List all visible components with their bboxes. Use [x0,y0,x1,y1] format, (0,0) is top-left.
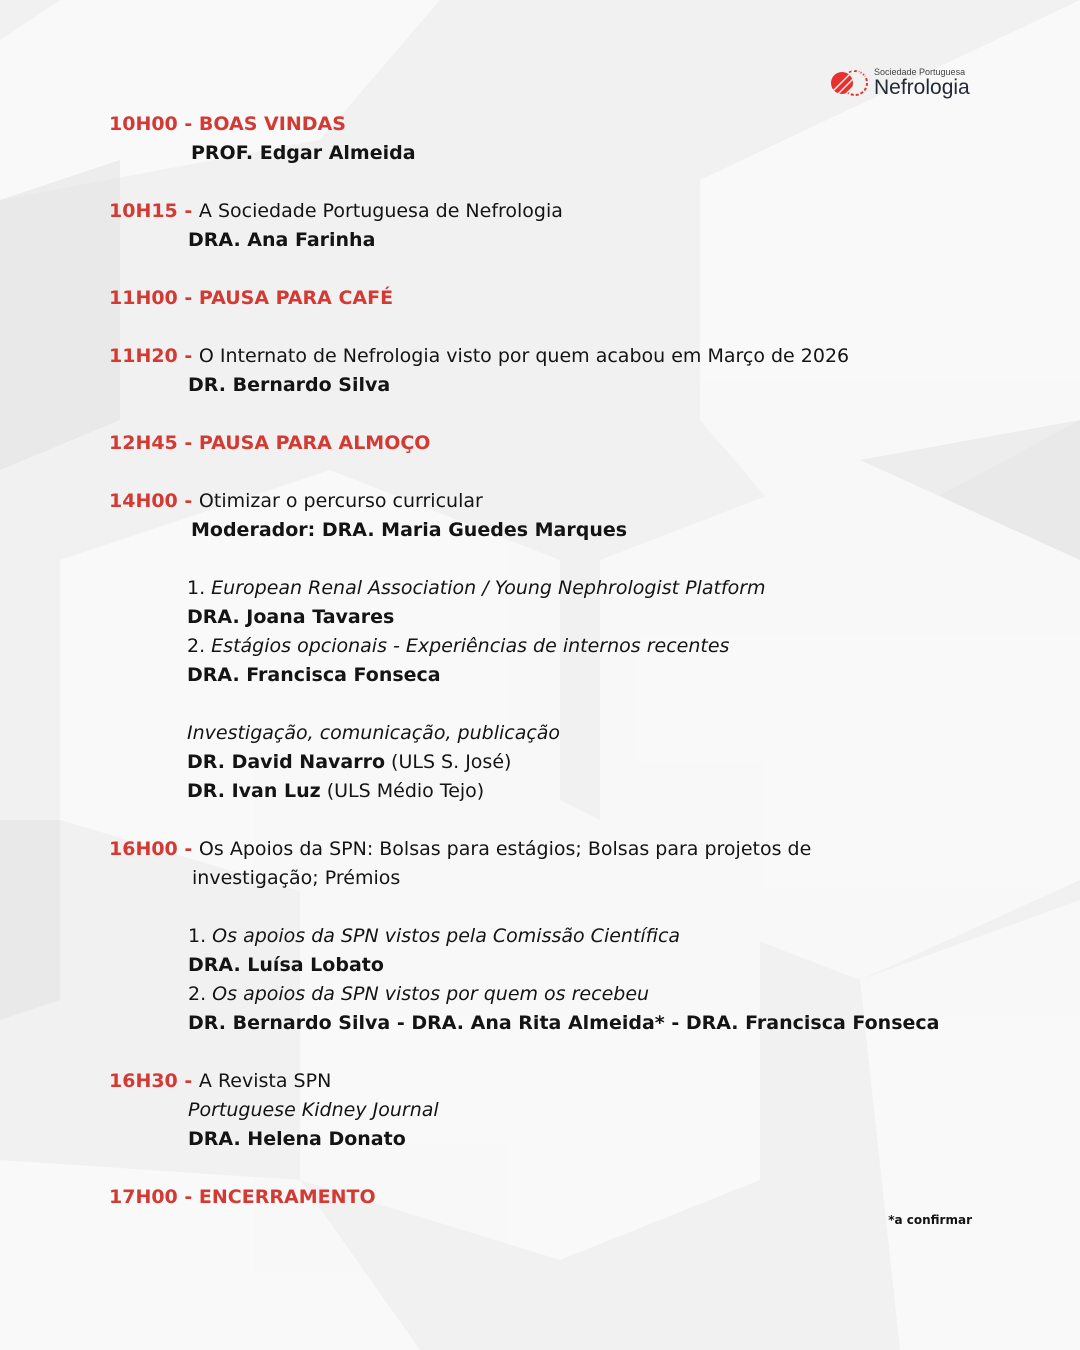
talk-number: 2. [188,983,213,1005]
time: 14H00 [109,490,178,512]
title: A Sociedade Portuguesa de Nefrologia [198,200,563,222]
agenda-item-1120 [109,343,849,369]
talk-title-text: European Renal Association / Young Nephrologist Platform [211,577,766,599]
agenda-item-1600 [109,836,811,862]
speaker: DRA. Luísa Lobato [188,954,384,976]
agenda-item-1100 [109,285,393,311]
separator: - [177,1070,199,1092]
time: 16H30 [109,1070,178,1092]
speaker: DRA. Francisca Fonseca [187,664,441,686]
talk-number: 1. [187,577,212,599]
agenda-item-1000 [109,111,346,137]
talk-title-text: - Experiências de internos recentes [386,635,730,657]
title: PAUSA PARA CAFÉ [198,287,394,309]
agenda-item-1400 [109,488,483,514]
separator: - [177,200,199,222]
separator: - [177,345,199,367]
agenda-item-1700 [109,1184,376,1210]
talk-number: 2. [187,635,212,657]
talk-title [188,981,649,1007]
speaker-name: DR. Ivan Luz [187,780,321,802]
talk-title: Investigação, comunicação, publicação [187,722,561,744]
separator: - [177,1186,199,1208]
time: 10H15 [109,200,178,222]
time: 11H00 [109,287,178,309]
talk-title [187,575,766,601]
speaker: DRA. Joana Tavares [187,606,395,628]
spn-logo-icon [830,64,868,102]
speaker: DR. Bernardo Silva [188,374,391,396]
talk-title [187,633,729,659]
footnote: *a confirmar [888,1213,972,1227]
title: O Internato de Nefrologia visto por quem acabou em Março de 2026 [198,345,850,367]
speaker-affiliation: (ULS Médio Tejo) [320,780,485,802]
speaker: DRA. Ana Farinha [188,229,376,251]
speaker [187,778,484,804]
speaker-affiliation: (ULS S. José) [385,751,512,773]
time: 17H00 [109,1186,178,1208]
talk-title-text: Os apoios da SPN vistos pela Comissão Científica [212,925,681,947]
talk-title-text: Estágios opcionais [211,635,387,657]
speaker: DR. Bernardo Silva - DRA. Ana Rita Almeida* - DRA. Francisca Fonseca [188,1012,940,1034]
subtitle: Portuguese Kidney Journal [188,1099,439,1121]
separator: - [177,113,199,135]
talk-title-text: Os apoios da SPN vistos por quem os recebeu [212,983,650,1005]
title: Os Apoios da SPN: Bolsas para estágios; Bolsas para projetos de [198,838,812,860]
speaker: DRA. Helena Donato [188,1128,406,1150]
separator: - [177,287,199,309]
title-continued: investigação; Prémios [192,867,401,889]
time: 10H00 [109,113,178,135]
separator: - [177,838,199,860]
title: ENCERRAMENTO [198,1186,376,1208]
agenda-item-1245 [109,430,430,456]
separator: - [177,432,199,454]
title: A Revista SPN [198,1070,332,1092]
talk-title [188,923,680,949]
separator: - [177,490,199,512]
title: BOAS VINDAS [198,113,346,135]
title: Otimizar o percurso curricular [198,490,483,512]
speaker-name: DR. David Navarro [187,751,386,773]
spn-logo: Sociedade Portuguesa Nefrologia [830,64,970,102]
speaker: PROF. Edgar Almeida [191,142,416,164]
title: PAUSA PARA ALMOÇO [198,432,431,454]
speaker [187,749,511,775]
time: 11H20 [109,345,178,367]
moderator: Moderador: DRA. Maria Guedes Marques [191,519,628,541]
talk-number: 1. [188,925,213,947]
time: 12H45 [109,432,178,454]
time: 16H00 [109,838,178,860]
agenda-item-1015 [109,198,563,224]
agenda-item-1630 [109,1068,331,1094]
